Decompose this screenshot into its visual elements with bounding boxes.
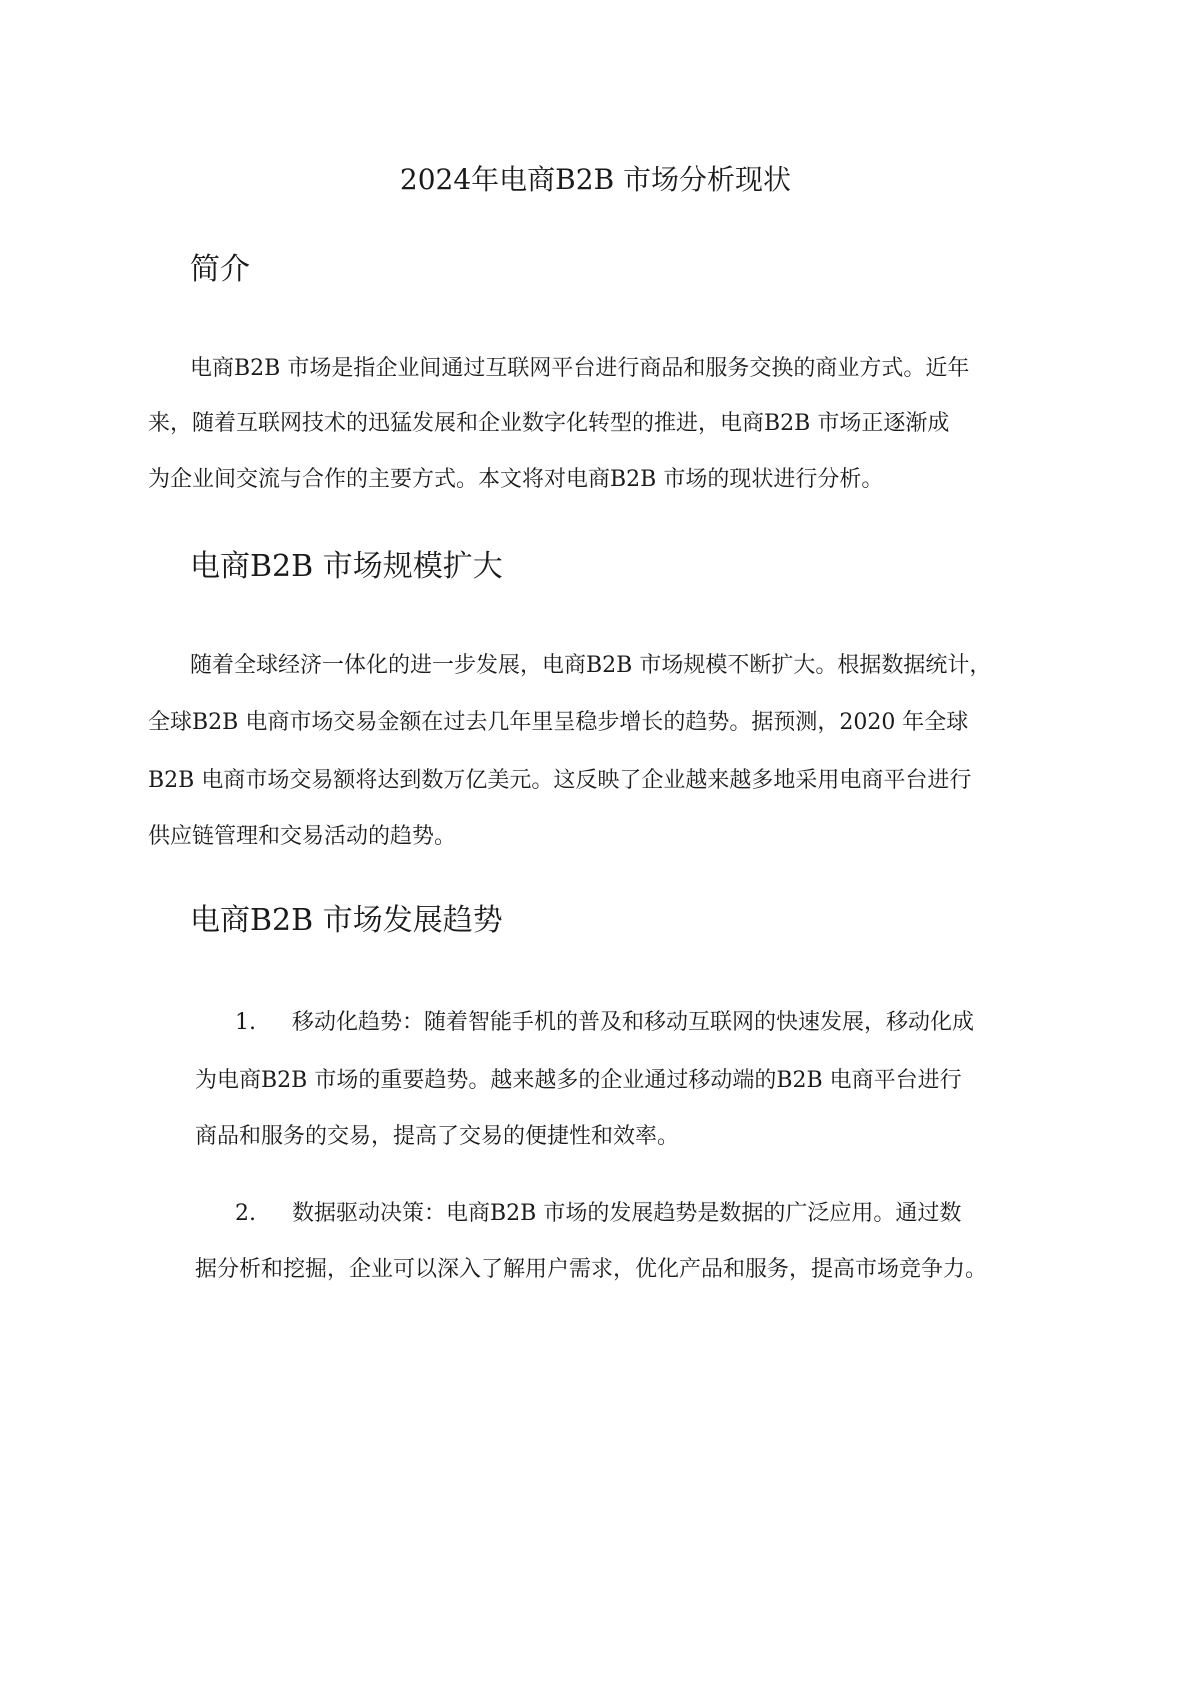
list-item-line: 为电商B2B 市场的重要趋势。越来越多的企业通过移动端的B2B 电商平台进行 <box>195 1068 962 1093</box>
scale-paragraph-line: B2B 电商市场交易额将达到数万亿美元。这反映了企业越来越多地采用电商平台进行 <box>148 768 972 793</box>
list-item-line: 商品和服务的交易，提高了交易的便捷性和效率。 <box>195 1124 680 1149</box>
list-item-line: 移动化趋势：随着智能手机的普及和移动互联网的快速发展，移动化成 <box>292 1010 975 1035</box>
section-heading-trends: 电商B2B 市场发展趋势 <box>190 903 503 938</box>
intro-paragraph-line: 为企业间交流与合作的主要方式。本文将对电商B2B 市场的现状进行分析。 <box>148 467 884 492</box>
list-item-line: 数据驱动决策：电商B2B 市场的发展趋势是数据的广泛应用。通过数 <box>292 1201 962 1226</box>
scale-paragraph-line: 随着全球经济一体化的进一步发展，电商B2B 市场规模不断扩大。根据数据统计， <box>190 653 992 678</box>
document-title: 2024年电商B2B 市场分析现状 <box>399 163 792 196</box>
section-heading-intro: 简介 <box>190 252 250 287</box>
list-item-number: 2. <box>235 1201 256 1226</box>
list-item-line: 据分析和挖掘，企业可以深入了解用户需求，优化产品和服务，提高市场竞争力。 <box>195 1257 988 1282</box>
scale-paragraph-line: 全球B2B 电商市场交易金额在过去几年里呈稳步增长的趋势。据预测，2020 年全球 <box>148 710 969 735</box>
intro-paragraph-line: 电商B2B 市场是指企业间通过互联网平台进行商品和服务交换的商业方式。近年 <box>190 356 970 381</box>
section-heading-scale: 电商B2B 市场规模扩大 <box>190 549 503 584</box>
list-item-number: 1. <box>235 1010 256 1035</box>
intro-paragraph-line: 来，随着互联网技术的迅猛发展和企业数字化转型的推进，电商B2B 市场正逐渐成 <box>148 411 950 436</box>
scale-paragraph-line: 供应链管理和交易活动的趋势。 <box>148 824 457 849</box>
